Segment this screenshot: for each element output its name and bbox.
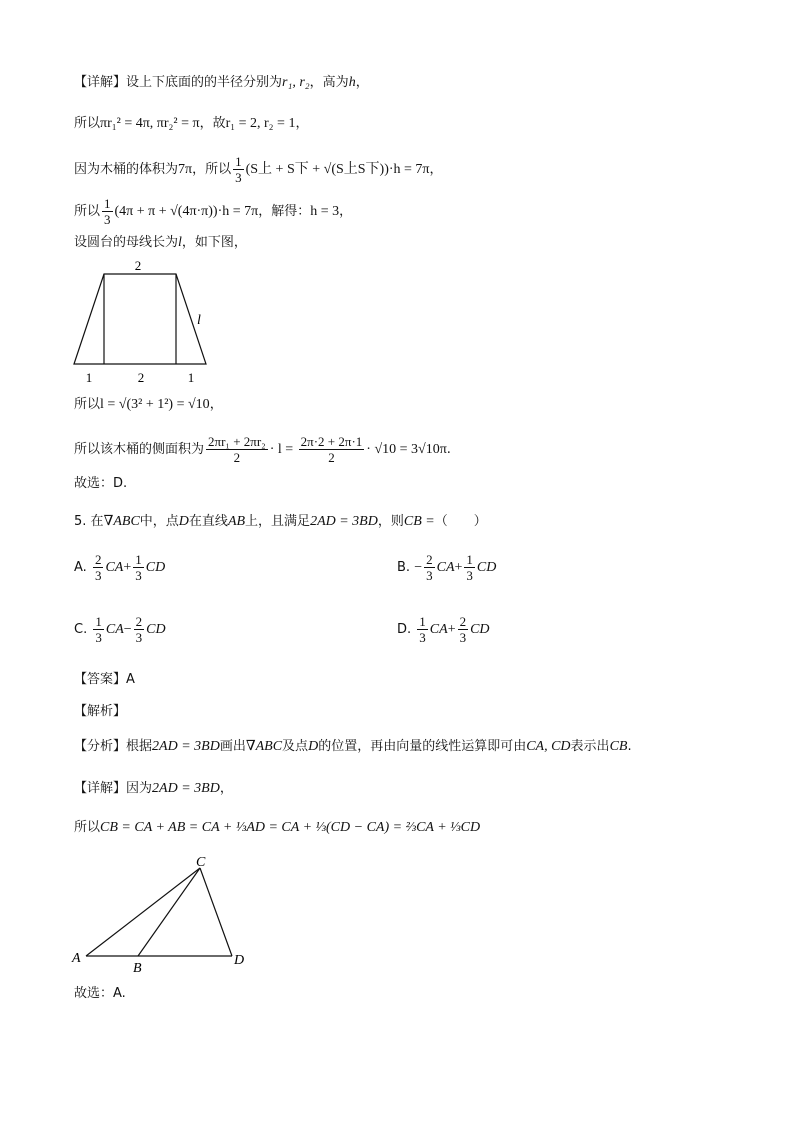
- label-a: A: [72, 951, 81, 966]
- answer-tag: 【答案】: [74, 672, 127, 687]
- triangle-figure: [68, 850, 258, 975]
- text: 根据: [126, 739, 153, 754]
- slant-var: l: [178, 235, 182, 250]
- text: 画出: [219, 739, 246, 754]
- volume-substitution: (4π + π + √(4π·π))·h = 7π: [114, 204, 259, 219]
- vector-condition: 2AD = 3BD: [152, 781, 220, 796]
- coef-1: [93, 614, 104, 645]
- coef-2: [133, 552, 144, 583]
- triangle-name: ∇ABC: [245, 739, 283, 754]
- slant-length-label: l: [197, 313, 201, 328]
- area-equation: πr₁² = 4π, πr₂² = π: [100, 116, 200, 131]
- text: ，: [355, 75, 369, 90]
- denominator: 3: [235, 170, 242, 185]
- frustum-cross-section-figure: [66, 254, 216, 389]
- text: 因为: [126, 781, 153, 796]
- detail-line-6: [74, 395, 223, 415]
- vector-condition: 2AD = 3BD: [152, 739, 220, 754]
- sign: −: [123, 622, 132, 637]
- denominator: 3: [466, 568, 473, 583]
- lateral-fraction-2: [299, 434, 365, 465]
- answer-blank: （ ）: [434, 514, 487, 529]
- label-b: B: [133, 961, 142, 975]
- numerator: 2: [426, 552, 433, 567]
- one-third-fraction: [102, 196, 113, 227]
- radii-values: r₁ = 2, r₂ = 1: [225, 116, 296, 131]
- segment-cd: [200, 868, 232, 956]
- lateral-area-result: · √10 = 3√10π: [366, 442, 447, 457]
- bottom-middle-label: 2: [137, 370, 145, 385]
- numerator: 2π·2 + 2π·1: [300, 434, 363, 449]
- segment-ac: [86, 868, 200, 956]
- vector-1: CA: [436, 560, 455, 575]
- text: .: [627, 739, 632, 754]
- sign: +: [447, 622, 456, 637]
- text: ，: [295, 116, 309, 131]
- text: 在: [90, 514, 104, 529]
- denominator: 3: [459, 630, 467, 645]
- numerator: 2πr₁ + 2πr₂: [208, 434, 266, 449]
- option-letter: B.: [397, 560, 411, 575]
- analysis-sub-tag: 【分析】: [74, 739, 127, 754]
- text: ，解得：: [258, 204, 311, 219]
- numerator: 1: [95, 614, 102, 629]
- numerator: 1: [104, 196, 111, 211]
- vector-2: CD: [145, 560, 166, 575]
- detail-line-3: [74, 154, 443, 185]
- text: 表示出: [570, 739, 610, 754]
- volume-value: 7π: [178, 162, 193, 177]
- numerator: 2: [94, 552, 102, 567]
- text: 设圆台的母线长为: [74, 235, 179, 250]
- denominator: 3: [135, 630, 143, 645]
- triangle-name: ∇ABC: [103, 514, 140, 529]
- question-number: 5.: [74, 514, 87, 529]
- text: 在直线: [188, 514, 228, 529]
- text: .: [446, 442, 451, 457]
- option-a[interactable]: [74, 552, 165, 583]
- volume-formula: (S上 + S下 + √(S上S下))·h = 7π: [245, 162, 430, 177]
- numerator: 1: [419, 614, 426, 629]
- numerator: 1: [235, 154, 242, 169]
- text: ，故: [199, 116, 226, 131]
- vector-2: CD: [476, 560, 497, 575]
- bottom-right-label: 1: [187, 370, 195, 385]
- point-d: D: [178, 514, 189, 529]
- question-5-stem: [74, 512, 487, 532]
- detail-line-5: [74, 233, 247, 253]
- select-a: 故选：A.: [74, 986, 126, 1001]
- numerator: 2: [135, 614, 143, 629]
- trapezoid-outline: [74, 274, 206, 364]
- text: ，: [339, 204, 353, 219]
- label-d: D: [234, 953, 245, 968]
- denominator: 3: [419, 630, 426, 645]
- times-l: · l =: [269, 442, 297, 457]
- numerator: 1: [135, 552, 142, 567]
- text: 所以该木桶的侧面积为: [74, 442, 205, 457]
- text: ，: [209, 397, 223, 412]
- vector-condition: 2AD = 3BD: [310, 514, 378, 529]
- detail-tag: 【详解】: [74, 75, 127, 90]
- detail-line-1: [74, 73, 369, 93]
- option-letter: C.: [74, 622, 88, 637]
- select-d: 故选：D.: [74, 476, 128, 491]
- text: 所以: [74, 116, 101, 131]
- numerator: 2: [459, 614, 467, 629]
- denominator: 3: [426, 568, 433, 583]
- point-d: D: [308, 739, 319, 754]
- coef-1: [93, 552, 104, 583]
- denominator: 3: [95, 630, 102, 645]
- analysis-tag: 【解析】: [74, 704, 127, 719]
- denominator: 3: [94, 568, 102, 583]
- text: 及点: [282, 739, 309, 754]
- sign: −: [414, 560, 423, 575]
- text: 所以: [74, 397, 101, 412]
- one-third-fraction: [233, 154, 244, 185]
- text: 因为木桶的体积为: [74, 162, 179, 177]
- text: ，高为: [309, 75, 349, 90]
- analysis-line: [74, 737, 632, 757]
- label-c: C: [196, 855, 206, 870]
- denominator: 3: [135, 568, 142, 583]
- text: ，如下图，: [181, 235, 247, 250]
- text: 所以: [74, 204, 101, 219]
- coef-2: [464, 552, 475, 583]
- radii-vars: r₁, r₂: [282, 75, 310, 90]
- height-var: h: [348, 75, 356, 90]
- option-c[interactable]: [74, 614, 166, 645]
- answer-value: A: [126, 672, 135, 687]
- text: 上，且满足: [245, 514, 311, 529]
- coef-2: [458, 614, 469, 645]
- text: 设上下底面的的半径分别为: [126, 75, 283, 90]
- vector-derivation: CB = CA + AB = CA + ⅓AD = CA + ⅓(CD − CA) = ⅔CA + ⅓CD: [100, 820, 481, 835]
- vector-2: CD: [470, 622, 490, 637]
- vector-cb: CB: [609, 739, 628, 754]
- text: 所以: [74, 820, 101, 835]
- denominator: 2: [233, 450, 241, 465]
- segment-bc: [138, 868, 200, 956]
- lateral-fraction-1: [206, 434, 268, 465]
- option-letter: A.: [74, 560, 87, 575]
- line-ab: AB: [227, 514, 246, 529]
- detail-line: [74, 779, 233, 799]
- basis-vectors: CA, CD: [526, 739, 571, 754]
- coef-2: [134, 614, 145, 645]
- vector-1: CA: [105, 622, 124, 637]
- height-result: h = 3: [310, 204, 340, 219]
- option-letter: D.: [397, 622, 412, 637]
- top-length-label: 2: [134, 258, 142, 273]
- detail-tag: 【详解】: [74, 781, 127, 796]
- vector-1: CA: [429, 622, 448, 637]
- denominator: 3: [104, 212, 111, 227]
- sign: +: [123, 560, 132, 575]
- detail-line-7: [74, 434, 451, 465]
- detail-line-4: [74, 196, 352, 227]
- text: ，: [219, 781, 233, 796]
- option-b[interactable]: [397, 552, 496, 583]
- option-d[interactable]: [397, 614, 490, 645]
- text: ，: [429, 162, 443, 177]
- bottom-left-label: 1: [85, 370, 93, 385]
- derivation-line: [74, 818, 480, 838]
- vector-2: CD: [146, 622, 166, 637]
- text: ，所以: [192, 162, 232, 177]
- vector-1: CA: [105, 560, 124, 575]
- answer-line: [74, 670, 135, 690]
- coef-1: [417, 614, 428, 645]
- sign: +: [454, 560, 463, 575]
- detail-line-2: [74, 114, 308, 134]
- text: 中，点: [139, 514, 179, 529]
- text: ，则: [377, 514, 404, 529]
- text: 的位置，再由向量的线性运算即可由: [318, 739, 527, 754]
- numerator: 1: [466, 552, 473, 567]
- slant-length-result: l = √(3² + 1²) = √10: [100, 397, 210, 412]
- denominator: 2: [328, 450, 335, 465]
- coef-1: [424, 552, 435, 583]
- vector-cb: CB =: [403, 514, 435, 529]
